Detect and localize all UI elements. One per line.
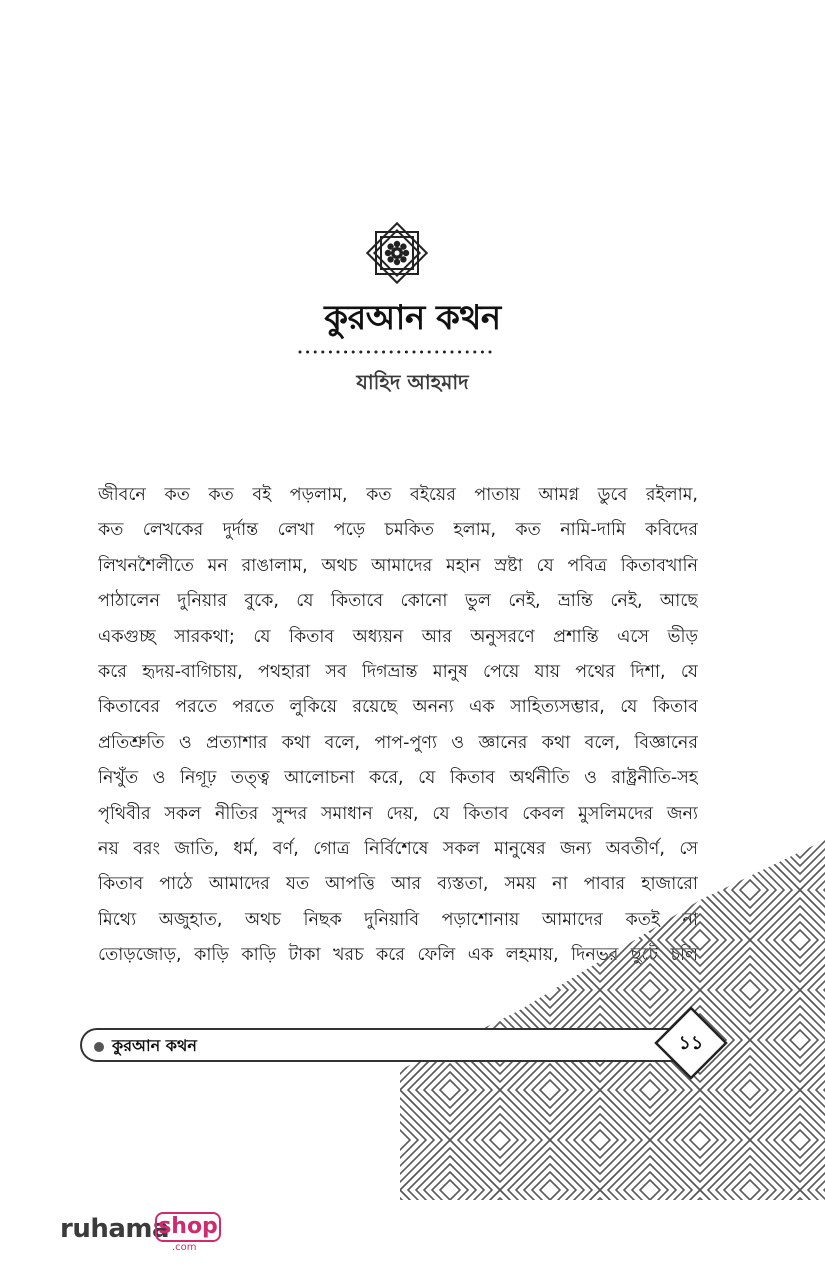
body-line: পৃথিবীর সকল নীতির সুন্দর সমাধান দেয়, যে কিতাব কেবল মুসলিমদের জন্য xyxy=(98,803,698,824)
body-line: জীবনে কত কত বই পড়লাম, কত বইয়ের পাতায় আমগ্ন ডুবে রইলাম, xyxy=(98,485,698,505)
pattern-diamond xyxy=(490,840,510,850)
pattern-diamond xyxy=(640,880,660,900)
pattern-diamond xyxy=(532,872,568,908)
pattern-diamond xyxy=(482,840,518,858)
pattern-diamond xyxy=(790,1030,810,1050)
pattern-diamond xyxy=(540,980,560,1000)
pattern-diamond xyxy=(640,980,660,1000)
logo-domain-text: .com xyxy=(172,1242,197,1253)
pattern-diamond xyxy=(690,1130,710,1150)
pattern-diamond xyxy=(790,930,810,950)
pattern-diamond xyxy=(400,898,442,982)
pattern-diamond xyxy=(516,1056,584,1124)
body-line: পাঠালেন দুনিয়ার বুকে, যে কিতাবে কোনো ভুল নেই, ভ্রান্তি নেই, আছে xyxy=(98,591,698,612)
pattern-diamond xyxy=(474,840,526,866)
pattern-diamond xyxy=(566,1106,634,1174)
pattern-diamond xyxy=(740,1080,760,1100)
body-line: লিখনশৈলীতে মন রাঙালাম, অথচ আমাদের মহান স্রষ্টা যে পবিত্র কিতাবখানি xyxy=(98,555,698,576)
pattern-diamond xyxy=(740,1180,760,1200)
pattern-diamond xyxy=(432,872,468,908)
pattern-diamond xyxy=(490,930,510,950)
pattern-diamond xyxy=(658,840,742,882)
pattern-diamond xyxy=(640,1180,660,1200)
pattern-diamond xyxy=(716,856,784,924)
logo-shop-badge: shop xyxy=(155,1212,221,1242)
pattern-diamond xyxy=(674,840,726,866)
pattern-diamond xyxy=(400,1114,426,1166)
pattern-diamond xyxy=(458,898,542,982)
pattern-diamond xyxy=(524,864,576,916)
pattern-diamond xyxy=(508,848,592,932)
pattern-diamond xyxy=(440,880,460,900)
pattern-diamond xyxy=(400,840,434,874)
diamond-pattern-decoration xyxy=(400,840,825,1200)
pattern-diamond xyxy=(690,840,710,850)
pattern-diamond xyxy=(458,1198,542,1200)
pattern-diamond xyxy=(558,840,642,882)
pattern-diamond xyxy=(616,1156,684,1200)
pattern-diamond xyxy=(574,914,626,966)
body-line: কিতাব পাঠে আমাদের যত আপত্তি আর ব্যস্ততা, সময় না পাবার হাজারো xyxy=(98,874,698,895)
pattern-diamond xyxy=(582,922,618,958)
pattern-diamond xyxy=(416,1056,484,1124)
pattern-diamond xyxy=(590,930,610,950)
pattern-diamond xyxy=(640,1080,660,1100)
pattern-diamond xyxy=(616,856,684,924)
body-line: তোড়জোড়, কাড়ি কাড়ি টাকা খরচ করে ফেলি এক লহমায়, দিনভর ছুটে চলি xyxy=(98,945,698,966)
pattern-diamond xyxy=(600,840,700,940)
pattern-diamond xyxy=(400,914,426,966)
pattern-diamond xyxy=(400,840,500,940)
pattern-diamond xyxy=(682,840,718,858)
pattern-diamond xyxy=(558,1198,642,1200)
pattern-diamond xyxy=(658,1198,742,1200)
pattern-diamond xyxy=(516,856,584,924)
pattern-diamond xyxy=(666,840,734,874)
pattern-diamond xyxy=(500,840,600,940)
pattern-diamond xyxy=(440,1080,460,1100)
pattern-diamond xyxy=(416,856,484,924)
pattern-diamond xyxy=(624,864,676,916)
pattern-diamond xyxy=(782,840,818,858)
pattern-diamond xyxy=(408,848,492,932)
dot-icon xyxy=(94,1042,104,1052)
pattern-diamond xyxy=(440,1180,460,1200)
body-line: করে হৃদয়-বাগিচায়, পথহারা সব দিগভ্রান্ত মানুষ পেয়ে যায় পথের দিশা, যে xyxy=(98,661,698,682)
pattern-diamond xyxy=(466,1106,534,1174)
body-line: নিখুঁত ও নিগূঢ় তত্ত্ব আলোচনা করে, যে কিতাব অর্থনীতি ও রাষ্ট্রনীতি-সহ xyxy=(98,768,698,789)
pattern-diamond xyxy=(716,1156,784,1200)
pattern-diamond xyxy=(440,980,460,1000)
pattern-diamond xyxy=(424,964,476,1016)
running-title: কুরআন কথন xyxy=(112,1036,197,1055)
pattern-diamond xyxy=(400,840,426,866)
pattern-diamond xyxy=(400,940,500,1040)
pattern-diamond xyxy=(624,1164,676,1200)
pattern-diamond xyxy=(424,864,476,916)
page-number: ১১ xyxy=(678,1032,704,1054)
pattern-diamond xyxy=(466,840,534,874)
body-line: প্রতিশ্রুতি ও প্রত্যাশার কথা বলে, পাপ-পুণ্য ও জ্ঞানের কথা বলে, বিজ্ঞানের xyxy=(98,732,698,753)
pattern-diamond xyxy=(582,840,618,858)
pattern-diamond xyxy=(416,1156,484,1200)
pattern-diamond xyxy=(524,1164,576,1200)
pattern-diamond xyxy=(432,972,468,1008)
pattern-diamond xyxy=(450,840,550,890)
pattern-diamond xyxy=(416,956,484,1024)
pattern-diamond xyxy=(790,840,810,850)
pattern-diamond xyxy=(632,872,668,908)
pattern-diamond xyxy=(400,922,418,958)
pattern-diamond xyxy=(466,906,534,974)
pattern-diamond xyxy=(400,840,410,850)
pattern-diamond xyxy=(758,998,825,1082)
pattern-diamond xyxy=(400,930,410,950)
pattern-diamond xyxy=(400,890,450,990)
pattern-diamond xyxy=(590,1130,610,1150)
pattern-diamond xyxy=(566,840,634,874)
pattern-diamond xyxy=(474,914,526,966)
pattern-diamond xyxy=(758,1098,825,1182)
pattern-diamond xyxy=(516,1156,584,1200)
pattern-diamond xyxy=(400,840,418,858)
pattern-diamond xyxy=(400,1130,410,1150)
pattern-diamond xyxy=(550,840,650,890)
pattern-diamond xyxy=(774,840,825,866)
pattern-diamond xyxy=(666,1106,734,1174)
pattern-diamond xyxy=(690,930,710,950)
pattern-diamond xyxy=(400,1198,442,1200)
body-line: একগুচ্ছ সারকথা; যে কিতাব অধ্যয়ন আর অনুসরণে প্রশান্তি এসে ভীড় xyxy=(98,626,698,647)
body-line: মিথ্যে অজুহাত, অথচ নিছক দুনিয়াবি পড়াশোনায় আমাদের কতই না xyxy=(98,909,698,930)
pattern-diamond xyxy=(400,840,450,890)
pattern-diamond xyxy=(650,840,750,890)
pattern-diamond xyxy=(490,1130,510,1150)
pattern-diamond xyxy=(740,980,760,1000)
title-dotted-rule xyxy=(298,349,498,355)
author-name: যাহিদ আহমাদ xyxy=(356,370,469,394)
pattern-diamond xyxy=(400,840,442,882)
body-line: কত লেখকের দুর্দান্ত লেখা পড়ে চমকিত হলাম, কত নামি-দামি কবিদের xyxy=(98,520,698,541)
pattern-diamond xyxy=(758,898,825,982)
pattern-diamond xyxy=(540,1080,560,1100)
octagram-flower-icon xyxy=(364,220,430,286)
pattern-diamond xyxy=(766,840,825,874)
pattern-diamond xyxy=(516,956,584,1024)
footer-running-head xyxy=(80,1028,680,1062)
body-line: নয় বরং জাতি, ধর্ম, বর্ণ, গোত্র নির্বিশেষে সকল মানুষের জন্য অবতীর্ণ, সে xyxy=(98,838,698,859)
pattern-diamond xyxy=(574,840,626,866)
body-line: কিতাবের পরতে পরতে লুকিয়ে রয়েছে অনন্য এক সাহিত্যসম্ভার, যে কিতাব xyxy=(98,697,698,718)
logo-brand-text: ruhama xyxy=(60,1214,170,1244)
pattern-diamond xyxy=(724,1164,776,1200)
pattern-diamond xyxy=(450,890,550,990)
pattern-diamond xyxy=(740,880,760,900)
pattern-diamond xyxy=(482,922,518,958)
pattern-diamond xyxy=(590,840,610,850)
pattern-diamond xyxy=(566,906,634,974)
pattern-diamond xyxy=(666,906,734,974)
pattern-diamond xyxy=(458,840,542,882)
pattern-diamond xyxy=(540,1180,560,1200)
pattern-diamond xyxy=(790,1130,810,1150)
pattern-diamond xyxy=(424,1164,476,1200)
pattern-diamond xyxy=(400,906,434,974)
chapter-title: কুরআন কথন xyxy=(324,298,501,338)
pattern-diamond xyxy=(540,880,560,900)
pattern-diamond xyxy=(408,948,492,1032)
